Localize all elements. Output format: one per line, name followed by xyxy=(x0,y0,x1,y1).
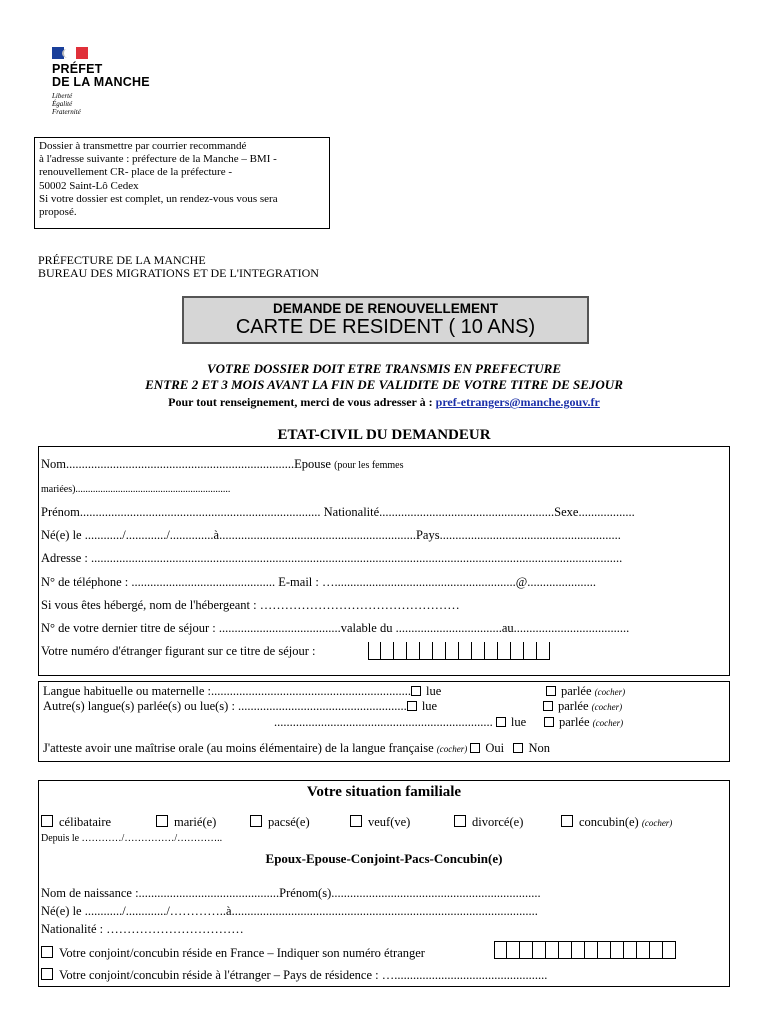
reside-france-label: Votre conjoint/concubin réside en France – Indiquer son numéro étranger xyxy=(59,946,425,960)
reside-france-option[interactable] xyxy=(41,946,425,961)
telephone-email-field[interactable]: N° de téléphone : .............................................. E-mail : …..........................................................@...................... xyxy=(41,575,597,589)
contact-info xyxy=(0,395,768,409)
marie-label: marié(e) xyxy=(174,815,217,829)
parlee-option[interactable] xyxy=(546,684,625,699)
form-title xyxy=(182,296,589,344)
notice-line: Si votre dossier est complet, un rendez-vous vous sera xyxy=(39,192,278,205)
oui-label: Oui xyxy=(485,741,505,755)
concubin-label: concubin(e) xyxy=(579,815,639,829)
motto-egalite: Égalité xyxy=(52,100,73,108)
org-bureau: BUREAU DES MIGRATIONS ET DE L'INTEGRATION xyxy=(38,266,319,280)
non-checkbox[interactable] xyxy=(513,743,523,753)
parlee-checkbox[interactable] xyxy=(543,701,553,711)
autres-langues-field-2[interactable] xyxy=(274,715,526,730)
logo-line2: DE LA MANCHE xyxy=(52,75,150,89)
veuf-option[interactable] xyxy=(350,815,410,830)
depuis-field[interactable]: Depuis le …………/……………/………….. xyxy=(41,833,223,844)
pacse-option[interactable] xyxy=(250,815,310,830)
parlee-checkbox[interactable] xyxy=(546,686,556,696)
celibataire-checkbox[interactable] xyxy=(41,815,53,827)
title-line2: CARTE DE RESIDENT ( 10 ANS) xyxy=(235,316,536,338)
pacse-checkbox[interactable] xyxy=(250,815,262,827)
deadline-warning xyxy=(0,361,768,392)
lue-checkbox[interactable] xyxy=(496,717,506,727)
epouse-note: (pour les femmes xyxy=(334,460,404,471)
nom-label: Nom......................................................................... xyxy=(41,457,295,471)
numero-etranger-grid[interactable] xyxy=(368,642,550,660)
mailing-notice xyxy=(34,137,330,229)
celibataire-label: célibataire xyxy=(59,815,112,829)
langue-maternelle-field[interactable] xyxy=(43,684,441,699)
langue-maternelle-label: Langue habituelle ou maternelle :................................................................ xyxy=(43,684,411,698)
concubin-checkbox[interactable] xyxy=(561,815,573,827)
cocher-hint: (cocher) xyxy=(594,687,626,697)
parlee-option[interactable] xyxy=(543,699,622,714)
org-prefecture: PRÉFECTURE DE LA MANCHE xyxy=(38,253,206,267)
reside-etranger-option[interactable] xyxy=(41,968,547,983)
prenom-nationalite-sexe-field[interactable]: Prénom............................................................................. Nationalité........................................................Sexe.................. xyxy=(41,505,635,519)
birth-field[interactable]: Né(e) le ............/............./..............à...............................................................Pays.......................................................... xyxy=(41,528,621,542)
conjoint-numero-etranger-grid[interactable] xyxy=(494,941,676,959)
divorce-option[interactable] xyxy=(454,815,523,830)
lue-checkbox[interactable] xyxy=(407,701,417,711)
email-link[interactable]: pref-etrangers@manche.gouv.fr xyxy=(435,395,600,409)
motto-liberte: Liberté xyxy=(52,92,73,100)
reside-etranger-label: Votre conjoint/concubin réside à l'étranger – Pays de résidence : …................................................. xyxy=(59,968,548,982)
nom-naissance-field[interactable]: Nom de naissance :.............................................Prénom(s)................................................................... xyxy=(41,886,541,900)
veuf-label: veuf(ve) xyxy=(368,815,411,829)
conjoint-birth-field[interactable]: Né(e) le ............/............./…………..à.................................................................................................. xyxy=(41,904,538,918)
parlee-label: parlée xyxy=(558,699,589,713)
autres-langues-dots: ...................................................................... xyxy=(274,715,493,729)
parlee-option[interactable] xyxy=(544,715,623,730)
mariees-field[interactable]: mariées).............................................................. xyxy=(41,484,231,495)
logo-text xyxy=(52,63,150,89)
section-title-etat-civil: ETAT-CIVIL DU DEMANDEUR xyxy=(277,427,491,443)
marianne-logo-icon xyxy=(52,47,88,59)
epouse-label: Epouse xyxy=(294,457,331,471)
parlee-label: parlée xyxy=(559,715,590,729)
organization xyxy=(38,254,319,280)
maitrise-francais-field xyxy=(43,741,550,756)
motto xyxy=(52,92,81,116)
section-title-famille: Votre situation familiale xyxy=(306,784,462,800)
pacse-label: pacsé(e) xyxy=(268,815,310,829)
reside-etranger-checkbox[interactable] xyxy=(41,968,53,980)
cocher-hint: (cocher) xyxy=(591,702,623,712)
motto-fraternite: Fraternité xyxy=(52,108,81,116)
warning-line2: ENTRE 2 ET 3 MOIS AVANT LA FIN DE VALIDITE DE VOTRE TITRE DE SEJOUR xyxy=(145,376,623,392)
warning-line1: VOTRE DOSSIER DOIT ETRE TRANSMIS EN PREFECTURE xyxy=(207,361,561,376)
atteste-label: J'atteste avoir une maîtrise orale (au moins élémentaire) de la langue française xyxy=(43,741,434,755)
notice-line: Dossier à transmettre par courrier recommandé xyxy=(39,140,247,152)
lue-checkbox[interactable] xyxy=(411,686,421,696)
hebergeant-field[interactable]: Si vous êtes hébergé, nom de l'hébergeant : ………………………………………… xyxy=(41,598,460,612)
title-line1: DEMANDE DE RENOUVELLEMENT xyxy=(272,301,498,316)
autres-langues-field[interactable] xyxy=(43,699,437,714)
lue-label: lue xyxy=(510,715,527,729)
nom-field[interactable] xyxy=(41,457,404,472)
notice-line: proposé. xyxy=(39,206,77,219)
concubin-option[interactable] xyxy=(561,815,672,830)
conjoint-nationalite-field[interactable]: Nationalité : …………………………… xyxy=(41,922,244,936)
conjoint-subtitle: Epoux-Epouse-Conjoint-Pacs-Concubin(e) xyxy=(265,851,503,866)
cocher-hint: (cocher) xyxy=(641,818,673,828)
notice-line: à l'adresse suivante : préfecture de la Manche – BMI - xyxy=(39,153,277,166)
info-prefix: Pour tout renseignement, merci de vous adresser à : xyxy=(168,395,436,409)
non-label: Non xyxy=(528,741,551,755)
reside-france-checkbox[interactable] xyxy=(41,946,53,958)
autres-langues-label: Autre(s) langue(s) parlée(s) ou lue(s) : ...................................................... xyxy=(43,699,407,713)
oui-checkbox[interactable] xyxy=(470,743,480,753)
divorce-label: divorcé(e) xyxy=(472,815,524,829)
adresse-field[interactable]: Adresse : .......................................................................................................................................................................... xyxy=(41,551,623,565)
logo-line1: PRÉFET xyxy=(52,62,103,76)
parlee-checkbox[interactable] xyxy=(544,717,554,727)
marie-checkbox[interactable] xyxy=(156,815,168,827)
parlee-label: parlée xyxy=(561,684,592,698)
numero-etranger-label: Votre numéro d'étranger figurant sur ce titre de séjour : xyxy=(41,644,316,658)
veuf-checkbox[interactable] xyxy=(350,815,362,827)
celibataire-option[interactable] xyxy=(41,815,111,830)
marie-option[interactable] xyxy=(156,815,216,830)
titre-sejour-field[interactable]: N° de votre dernier titre de séjour : .......................................valable du ..................................au..................................... xyxy=(41,621,630,635)
notice-line: renouvellement CR- place de la préfecture - xyxy=(39,166,233,179)
lue-label: lue xyxy=(421,699,438,713)
cocher-hint: (cocher) xyxy=(436,744,468,754)
notice-line: 50002 Saint-Lô Cedex xyxy=(39,179,139,192)
lue-label: lue xyxy=(426,684,442,698)
divorce-checkbox[interactable] xyxy=(454,815,466,827)
cocher-hint: (cocher) xyxy=(592,718,624,728)
